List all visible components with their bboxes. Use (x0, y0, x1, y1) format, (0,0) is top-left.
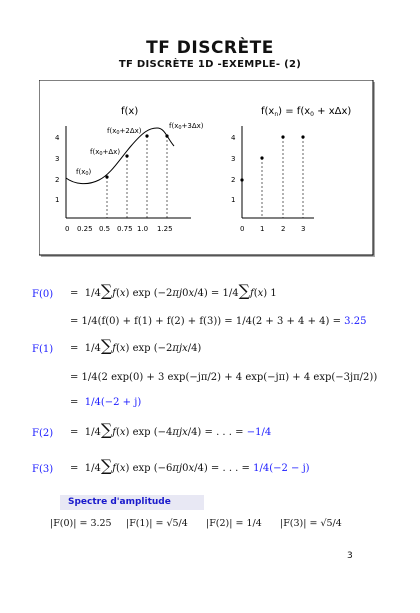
eq-F3-lhs: F(3) (32, 464, 54, 475)
eq-F2-line1: = 1/4∑f(x) exp (−4πjx/4) = . . . = −1/4 (70, 420, 272, 439)
sample-point (260, 156, 263, 159)
ytick: 3 (231, 155, 236, 163)
xtick: 2 (281, 225, 286, 233)
xtick: 1 (260, 225, 265, 233)
amplitude-0: |F(0)| = 3.25 (50, 518, 112, 529)
sample-point (301, 135, 304, 138)
page-number: 3 (347, 551, 353, 561)
eq-F3-result: 1/4(−2 − j) (253, 463, 310, 474)
xtick: 0.5 (99, 225, 111, 233)
xtick: 0.25 (77, 225, 93, 233)
eq-F3-line1: = 1/4∑f(x) exp (−6πj0x/4) = . . . = 1/4(−2 − j) (70, 456, 310, 475)
xtick: 0.75 (117, 225, 133, 233)
eq-F0-line2-text: = 1/4(f(0) + f(1) + f(2) + f(3)) = 1/4(2 + 3 + 4 + 4) = (70, 316, 341, 327)
xtick: 3 (301, 225, 306, 233)
eq-F2-lhs: F(2) (32, 428, 54, 439)
annotation-fx0: f(x0) (76, 168, 92, 177)
annotation-fx0-3dx: f(x0+3Δx) (169, 122, 204, 131)
eq-F2-result: −1/4 (246, 427, 272, 438)
xtick: 1.0 (137, 225, 149, 233)
ytick: 4 (55, 134, 60, 142)
annotation-fx0-2dx: f(x0+2Δx) (107, 127, 142, 136)
ytick: 2 (231, 176, 236, 184)
figure-panel (39, 80, 377, 259)
page-subtitle: TF DISCRÈTE 1D -EXEMPLE- (2) (118, 59, 302, 70)
eq-F1-lhs: F(1) (32, 344, 54, 355)
sample-point (240, 178, 243, 181)
ytick: 1 (231, 196, 236, 204)
page-title: TF DISCRÈTE (146, 38, 274, 58)
amplitude-1: |F(1)| = √5/4 (126, 518, 188, 529)
left-plot-label: f(x) (121, 106, 139, 117)
annotation-fx0-dx: f(x0+Δx) (90, 148, 121, 157)
eq-F1-line3: = 1/4(−2 + j) (70, 397, 142, 408)
ytick: 2 (55, 176, 60, 184)
xtick: 0 (65, 225, 70, 233)
spectrum-label: Spectre d'amplitude (60, 495, 204, 510)
amplitude-2: |F(2)| = 1/4 (206, 518, 262, 529)
eq-F1-line1: = 1/4∑f(x) exp (−2πjx/4) (70, 336, 202, 355)
amplitude-3: |F(3)| = √5/4 (280, 518, 342, 529)
right-plot-label: $f(x_n) = f(x_0 + x\Delta x)$ (261, 106, 352, 118)
left-xticks (65, 225, 173, 233)
eq-F1-line2: = 1/4(2 exp(0) + 3 exp(−jπ/2) + 4 exp(−jπ) + 4 exp(−3jπ/2)) (70, 372, 378, 383)
eq-F0-line1: = 1/4∑f(x) exp (−2πj0x/4) = 1/4∑f(x) 1 (70, 281, 277, 300)
ytick: 1 (55, 196, 60, 204)
xtick: 0 (240, 225, 245, 233)
ytick: 3 (55, 155, 60, 163)
eq-F1-result: 1/4(−2 + j) (84, 397, 142, 408)
ytick: 4 (231, 134, 236, 142)
eq-F0-lhs: F(0) (32, 289, 54, 300)
eq-F0-result: 3.25 (344, 316, 367, 327)
sample-point (281, 135, 284, 138)
xtick: 1.25 (157, 225, 173, 233)
eq-F0-line2 (70, 316, 366, 327)
